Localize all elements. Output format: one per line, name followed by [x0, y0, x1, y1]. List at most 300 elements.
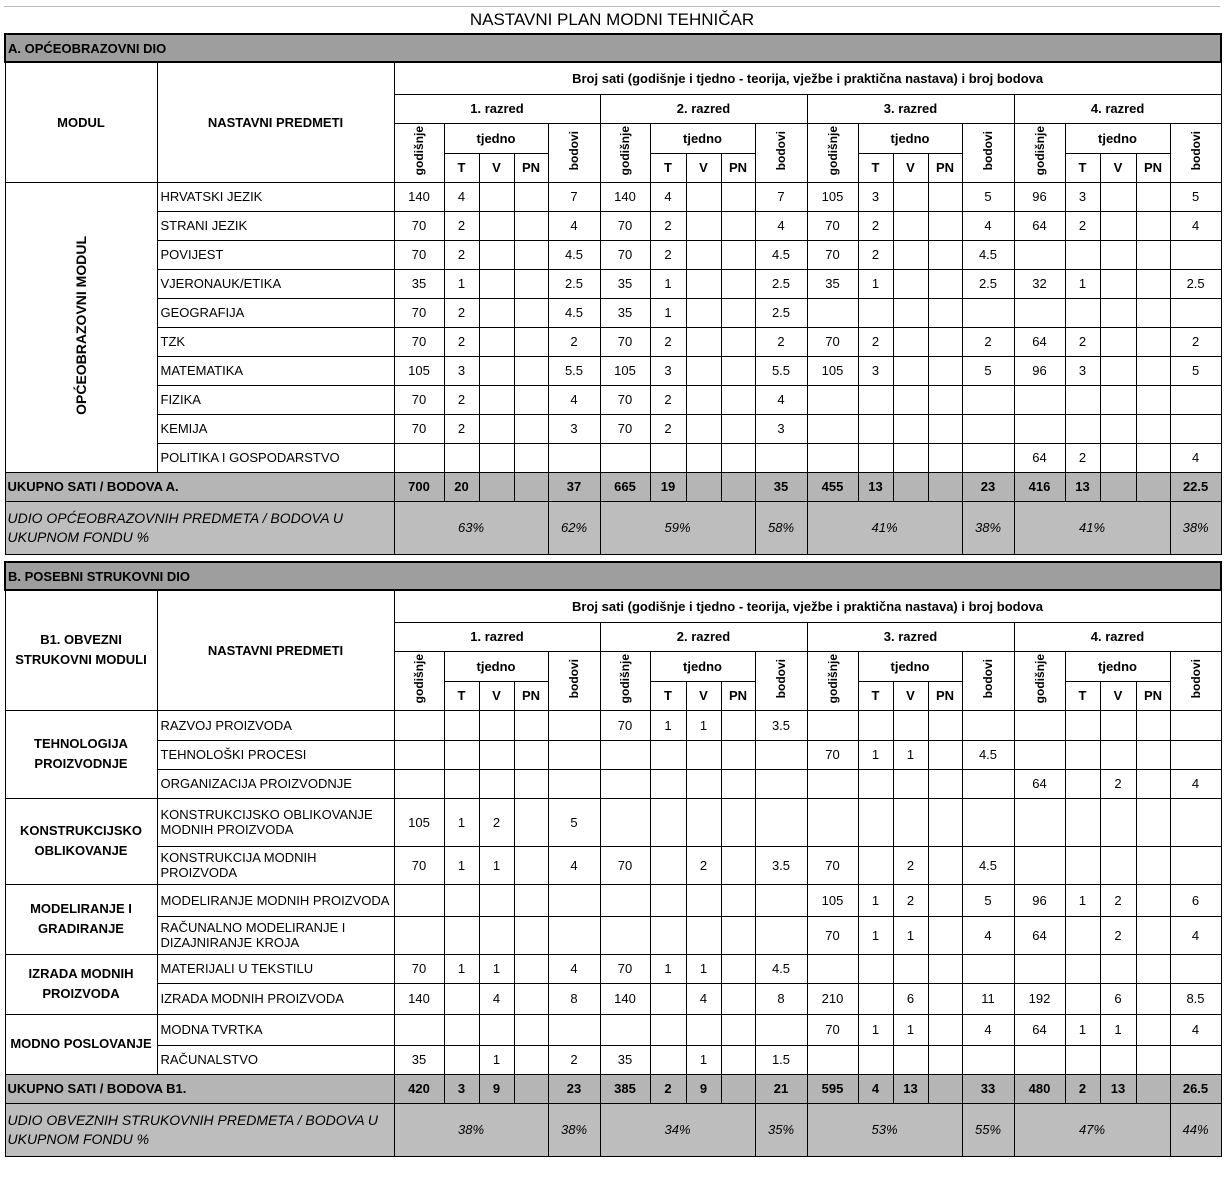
value-cell: 1 [650, 954, 686, 983]
pn-header: PN [1136, 681, 1170, 710]
value-cell [479, 443, 514, 472]
value-cell [928, 443, 962, 472]
value-cell [1136, 1074, 1170, 1103]
value-cell [650, 916, 686, 954]
value-cell [721, 916, 755, 954]
value-cell: 9 [686, 1074, 721, 1103]
value-cell: 2 [479, 798, 514, 846]
value-cell [893, 414, 928, 443]
value-cell [686, 884, 721, 916]
value-cell: 105 [807, 182, 858, 211]
share-points: 44% [1170, 1103, 1221, 1156]
value-cell: 2 [1170, 327, 1221, 356]
value-cell [1100, 954, 1136, 983]
value-cell [1065, 916, 1100, 954]
subject-name: RAČUNALNO MODELIRANJE I DIZAJNIRANJE KROJA [157, 916, 394, 954]
value-cell [1136, 472, 1170, 501]
value-cell [548, 769, 600, 798]
value-cell [807, 710, 858, 740]
value-cell: 2 [444, 385, 479, 414]
table-row [5, 710, 1221, 740]
value-cell: 2 [650, 240, 686, 269]
t-header: T [1065, 681, 1100, 710]
value-cell [755, 798, 807, 846]
bodovi-header [1170, 123, 1221, 182]
value-cell [928, 846, 962, 884]
value-cell [721, 327, 755, 356]
value-cell [893, 443, 928, 472]
value-cell: 700 [394, 472, 444, 501]
grade-header: 2. razred [600, 94, 807, 123]
value-cell: 4 [962, 916, 1014, 954]
value-cell: 4.5 [962, 740, 1014, 769]
value-cell [650, 443, 686, 472]
value-cell: 8.5 [1170, 983, 1221, 1014]
module-cell [5, 182, 157, 472]
value-cell [686, 472, 721, 501]
value-cell: 70 [600, 211, 650, 240]
godisnje-label: godišnje [618, 126, 632, 176]
table-row [5, 414, 1221, 443]
table-row [5, 356, 1221, 385]
t-header: T [858, 681, 893, 710]
module-name: MODNO POSLOVANJE [5, 1014, 157, 1074]
subject-name: TZK [157, 327, 394, 356]
value-cell [893, 356, 928, 385]
value-cell [893, 710, 928, 740]
value-cell: 5 [1170, 356, 1221, 385]
value-cell [1014, 798, 1065, 846]
value-cell [1136, 182, 1170, 211]
tjedno-header: tjedno [1065, 123, 1170, 153]
value-cell [514, 798, 548, 846]
value-cell: 1 [893, 740, 928, 769]
value-cell: 4 [962, 1014, 1014, 1045]
value-cell: 420 [394, 1074, 444, 1103]
value-cell [962, 710, 1014, 740]
value-cell [686, 916, 721, 954]
value-cell: 3.5 [755, 710, 807, 740]
value-cell [1014, 1045, 1065, 1074]
value-cell [893, 472, 928, 501]
module-name: OPĆEOBRAZOVNI MODUL [73, 236, 89, 415]
value-cell: 2 [444, 240, 479, 269]
value-cell [600, 443, 650, 472]
tjedno-header: tjedno [444, 123, 548, 153]
tjedno-header: tjedno [1065, 651, 1170, 681]
value-cell: 33 [962, 1074, 1014, 1103]
value-cell: 70 [807, 846, 858, 884]
subject-name: TEHNOLOŠKI PROCESI [157, 740, 394, 769]
value-cell: 2.5 [548, 269, 600, 298]
value-cell [514, 884, 548, 916]
share-points: 55% [962, 1103, 1014, 1156]
value-cell [1136, 356, 1170, 385]
value-cell [1136, 884, 1170, 916]
value-cell: 3 [650, 356, 686, 385]
subject-name: MATEMATIKA [157, 356, 394, 385]
value-cell: 2 [893, 846, 928, 884]
pn-header: PN [514, 681, 548, 710]
value-cell: 1 [686, 710, 721, 740]
value-cell: 64 [1014, 916, 1065, 954]
value-cell: 26.5 [1170, 1074, 1221, 1103]
value-cell [479, 472, 514, 501]
value-cell [1136, 211, 1170, 240]
value-cell [893, 954, 928, 983]
pn-header: PN [514, 153, 548, 182]
share-row [5, 1103, 1221, 1156]
table-row [5, 327, 1221, 356]
value-cell: 2 [858, 327, 893, 356]
value-cell [928, 269, 962, 298]
value-cell: 105 [394, 356, 444, 385]
value-cell: 105 [600, 356, 650, 385]
value-cell [548, 916, 600, 954]
value-cell [1170, 740, 1221, 769]
value-cell: 20 [444, 472, 479, 501]
value-cell: 37 [548, 472, 600, 501]
subject-name: POLITIKA I GOSPODARSTVO [157, 443, 394, 472]
value-cell [444, 443, 479, 472]
godisnje-header [1014, 123, 1065, 182]
table-row [5, 740, 1221, 769]
value-cell: 2.5 [755, 298, 807, 327]
value-cell [928, 211, 962, 240]
value-cell [1100, 211, 1136, 240]
value-cell [1100, 846, 1136, 884]
value-cell: 1 [650, 269, 686, 298]
value-cell [928, 356, 962, 385]
section-b-table [4, 561, 1222, 1157]
value-cell [479, 1014, 514, 1045]
value-cell [807, 414, 858, 443]
value-cell [721, 472, 755, 501]
value-cell: 70 [394, 327, 444, 356]
value-cell [1136, 916, 1170, 954]
value-cell: 11 [962, 983, 1014, 1014]
value-cell: 64 [1014, 769, 1065, 798]
value-cell [1100, 327, 1136, 356]
table-row [5, 884, 1221, 916]
value-cell [962, 443, 1014, 472]
value-cell [928, 916, 962, 954]
bodovi-header [548, 123, 600, 182]
value-cell: 4 [1170, 1014, 1221, 1045]
module-name: IZRADA MODNIH PROIZVODA [5, 954, 157, 1014]
value-cell [1100, 356, 1136, 385]
value-cell [394, 884, 444, 916]
value-cell [1065, 240, 1100, 269]
v-header: V [893, 153, 928, 182]
value-cell [721, 1045, 755, 1074]
share-points: 38% [548, 1103, 600, 1156]
share-hours: 41% [807, 501, 962, 554]
share-points: 58% [755, 501, 807, 554]
v-header: V [686, 681, 721, 710]
value-cell [928, 740, 962, 769]
value-cell [394, 916, 444, 954]
value-cell [928, 1014, 962, 1045]
value-cell [1170, 240, 1221, 269]
value-cell: 3 [444, 356, 479, 385]
v-header: V [479, 681, 514, 710]
v-header: V [1100, 681, 1136, 710]
value-cell [1014, 385, 1065, 414]
subject-name: IZRADA MODNIH PROIZVODA [157, 983, 394, 1014]
t-header: T [444, 681, 479, 710]
value-cell [1136, 798, 1170, 846]
table-row [5, 769, 1221, 798]
grade-header: 3. razred [807, 94, 1014, 123]
value-cell [858, 1045, 893, 1074]
value-cell: 105 [807, 884, 858, 916]
value-cell [893, 240, 928, 269]
value-cell [1014, 954, 1065, 983]
value-cell: 3 [755, 414, 807, 443]
subject-name: KEMIJA [157, 414, 394, 443]
v-header: V [893, 681, 928, 710]
value-cell [893, 182, 928, 211]
godisnje-label: godišnje [412, 654, 426, 704]
table-row [5, 1045, 1221, 1074]
value-cell [650, 846, 686, 884]
value-cell: 1 [858, 740, 893, 769]
value-cell: 1 [479, 846, 514, 884]
value-cell [721, 740, 755, 769]
value-cell: 3 [858, 182, 893, 211]
v-header: V [686, 153, 721, 182]
value-cell [1100, 385, 1136, 414]
value-cell [479, 916, 514, 954]
value-cell: 9 [479, 1074, 514, 1103]
value-cell [444, 983, 479, 1014]
value-cell: 2 [444, 414, 479, 443]
value-cell: 1 [858, 916, 893, 954]
value-cell [928, 414, 962, 443]
value-cell: 2 [1065, 443, 1100, 472]
value-cell [686, 385, 721, 414]
bodovi-header [548, 651, 600, 710]
value-cell: 2 [1100, 769, 1136, 798]
value-cell: 2 [1100, 916, 1136, 954]
godisnje-label: godišnje [618, 654, 632, 704]
value-cell [444, 710, 479, 740]
subject-name: FIZIKA [157, 385, 394, 414]
value-cell [721, 954, 755, 983]
value-cell [686, 356, 721, 385]
grade-header: 4. razred [1014, 94, 1221, 123]
value-cell: 140 [600, 983, 650, 1014]
value-cell: 4 [650, 182, 686, 211]
value-cell [444, 916, 479, 954]
value-cell [1100, 298, 1136, 327]
tjedno-header: tjedno [650, 123, 755, 153]
value-cell [807, 443, 858, 472]
share-hours: 63% [394, 501, 548, 554]
value-cell: 140 [600, 182, 650, 211]
godisnje-header [394, 123, 444, 182]
value-cell [1136, 740, 1170, 769]
value-cell: 70 [807, 740, 858, 769]
value-cell: 1 [893, 1014, 928, 1045]
value-cell [548, 443, 600, 472]
value-cell [928, 798, 962, 846]
value-cell [479, 182, 514, 211]
value-cell: 1 [893, 916, 928, 954]
value-cell [514, 710, 548, 740]
value-cell [394, 740, 444, 769]
value-cell [1136, 1014, 1170, 1045]
godisnje-label: godišnje [825, 654, 840, 704]
value-cell [893, 385, 928, 414]
value-cell: 3.5 [755, 846, 807, 884]
value-cell [1136, 443, 1170, 472]
hours-header: Broj sati (godišnje i tjedno - teorija, vježbe i praktična nastava) i broj bodova [394, 590, 1221, 622]
value-cell: 1 [444, 954, 479, 983]
value-cell [1065, 954, 1100, 983]
value-cell: 2.5 [755, 269, 807, 298]
value-cell: 4 [686, 983, 721, 1014]
subject-name: MATERIJALI U TEKSTILU [157, 954, 394, 983]
value-cell [928, 327, 962, 356]
value-cell [479, 710, 514, 740]
value-cell [962, 385, 1014, 414]
value-cell: 4 [1170, 769, 1221, 798]
grade-header: 4. razred [1014, 622, 1221, 651]
value-cell: 5.5 [755, 356, 807, 385]
value-cell [514, 1045, 548, 1074]
value-cell: 1 [444, 846, 479, 884]
value-cell: 4 [444, 182, 479, 211]
value-cell [479, 240, 514, 269]
value-cell [686, 269, 721, 298]
value-cell: 70 [807, 240, 858, 269]
value-cell [514, 240, 548, 269]
subject-name: MODELIRANJE MODNIH PROIZVODA [157, 884, 394, 916]
value-cell: 1 [444, 798, 479, 846]
table-row [5, 182, 1221, 211]
value-cell [1014, 414, 1065, 443]
value-cell: 70 [394, 954, 444, 983]
table-row [5, 443, 1221, 472]
value-cell: 1 [650, 710, 686, 740]
grade-header: 3. razred [807, 622, 1014, 651]
value-cell [721, 443, 755, 472]
value-cell: 1.5 [755, 1045, 807, 1074]
value-cell [514, 954, 548, 983]
value-cell [1136, 710, 1170, 740]
value-cell: 140 [394, 983, 444, 1014]
value-cell: 70 [394, 846, 444, 884]
value-cell [1065, 983, 1100, 1014]
value-cell [928, 385, 962, 414]
value-cell: 7 [755, 182, 807, 211]
value-cell: 105 [394, 798, 444, 846]
total-row [5, 1074, 1221, 1103]
tjedno-header: tjedno [650, 651, 755, 681]
value-cell: 19 [650, 472, 686, 501]
value-cell [928, 769, 962, 798]
value-cell [1170, 1045, 1221, 1074]
pn-header: PN [1136, 153, 1170, 182]
value-cell [858, 385, 893, 414]
value-cell: 4 [858, 1074, 893, 1103]
value-cell [1136, 327, 1170, 356]
table-row [5, 916, 1221, 954]
value-cell: 4.5 [755, 240, 807, 269]
value-cell [548, 740, 600, 769]
value-cell: 5 [962, 356, 1014, 385]
value-cell [1136, 269, 1170, 298]
value-cell: 70 [807, 211, 858, 240]
subject-name: ORGANIZACIJA PROIZVODNJE [157, 769, 394, 798]
value-cell [755, 740, 807, 769]
value-cell [514, 385, 548, 414]
value-cell [858, 798, 893, 846]
value-cell [1100, 414, 1136, 443]
value-cell: 4 [962, 211, 1014, 240]
value-cell [893, 211, 928, 240]
value-cell [807, 298, 858, 327]
value-cell [1014, 710, 1065, 740]
value-cell: 35 [807, 269, 858, 298]
t-header: T [650, 153, 686, 182]
value-cell [1100, 710, 1136, 740]
value-cell [858, 954, 893, 983]
value-cell: 8 [548, 983, 600, 1014]
value-cell [514, 298, 548, 327]
share-hours: 38% [394, 1103, 548, 1156]
godisnje-header [1014, 651, 1065, 710]
value-cell: 70 [807, 1014, 858, 1045]
value-cell [928, 884, 962, 916]
share-row [5, 501, 1221, 554]
value-cell [650, 798, 686, 846]
value-cell [1100, 269, 1136, 298]
value-cell [721, 710, 755, 740]
value-cell: 2.5 [1170, 269, 1221, 298]
value-cell [755, 443, 807, 472]
value-cell [514, 740, 548, 769]
bodovi-header [755, 651, 807, 710]
value-cell [650, 740, 686, 769]
bodovi-label: bodovi [567, 659, 581, 699]
value-cell: 2 [650, 1074, 686, 1103]
value-cell [721, 1074, 755, 1103]
value-cell: 64 [1014, 327, 1065, 356]
value-cell [893, 298, 928, 327]
share-hours: 59% [600, 501, 755, 554]
col-predmeti-header: NASTAVNI PREDMETI [157, 62, 394, 182]
value-cell: 210 [807, 983, 858, 1014]
value-cell: 1 [686, 1045, 721, 1074]
value-cell [514, 182, 548, 211]
value-cell: 480 [1014, 1074, 1065, 1103]
share-points: 62% [548, 501, 600, 554]
value-cell: 1 [858, 884, 893, 916]
t-header: T [858, 153, 893, 182]
value-cell [1136, 1045, 1170, 1074]
module-name: MODELIRANJE I GRADIRANJE [5, 884, 157, 954]
value-cell: 2 [1100, 884, 1136, 916]
value-cell: 1 [686, 954, 721, 983]
value-cell [893, 269, 928, 298]
value-cell: 2 [548, 327, 600, 356]
value-cell [721, 240, 755, 269]
value-cell [479, 884, 514, 916]
value-cell [928, 240, 962, 269]
